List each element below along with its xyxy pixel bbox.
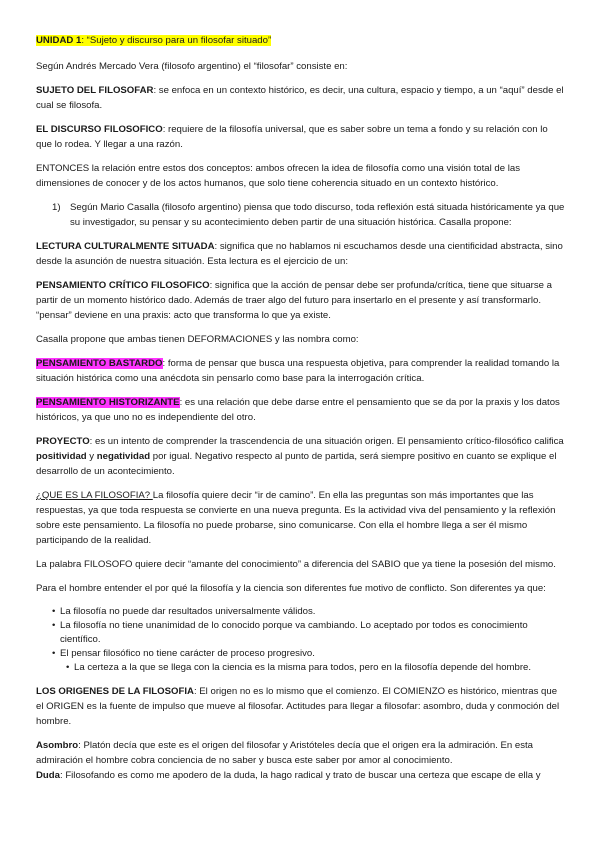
list-item-text: La filosofía no tiene unanimidad de lo conocido porque va cambiando. Lo aceptado por todos es conocimiento científico. xyxy=(60,620,528,645)
duda-term: Duda xyxy=(36,770,60,781)
sub-list-item-text: La certeza a la que se llega con la ciencia es la misma para todos, pero en la filosofía depende del hombre. xyxy=(74,662,532,673)
historizante-paragraph xyxy=(36,395,566,425)
para-hombre-paragraph: Para el hombre entender el por qué la filosofía y la ciencia son diferentes fue motivo de conflicto. Son diferentes ya que: xyxy=(36,583,546,594)
que-es-filosofia-text: La filosofía quiere decir “ir de camino”. En ella las preguntas son más importantes que las respuestas, ya que toda respuesta se convierte en una nueva pregunta. Es la actividad viva del pensamiento y la reflexión sobre este pensamiento. La filosofía no puede probarse, sino comunicarse. Con ella el hombre llega a ser él mismo participando de la realidad. xyxy=(36,490,556,546)
sujeto-text: : se enfoca en un contexto histórico, es decir, una cultura, espacio y tiempo, a un “aquí” desde el cual se filosofa. xyxy=(36,85,564,111)
sub-list-item xyxy=(66,661,566,675)
duda-paragraph xyxy=(36,768,566,783)
bullet-icon: • xyxy=(52,620,56,631)
lectura-text: : significa que no hablamos ni escuchamos desde una cientificidad abstracta, sino desde la asunción de nuestra situación. Esta lectura es el ejercicio de un: xyxy=(36,241,563,267)
negatividad-term: negatividad xyxy=(96,451,151,462)
sujeto-term: SUJETO DEL FILOSOFAR xyxy=(36,85,154,96)
pensamiento-critico-paragraph xyxy=(36,278,566,323)
entonces-paragraph: ENTONCES la relación entre estos dos conceptos: ambos ofrecen la idea de filosofía como una visión total de las dimensiones de conocer y de los actos humanos, que solo tiene coherencia situado en un contexto histórico. xyxy=(36,163,521,189)
list-item xyxy=(52,605,566,619)
duda-text: : Filosofando es como me apodero de la duda, la hago radical y trato de buscar una certeza que escape de ella y xyxy=(59,770,541,781)
list-item xyxy=(52,619,566,647)
unit-subtitle: : “Sujeto y discurso para un filosofar situado” xyxy=(81,35,272,46)
origenes-paragraph xyxy=(36,684,566,729)
discurso-term: EL DISCURSO FILOSOFICO xyxy=(36,124,163,135)
asombro-term: Asombro xyxy=(36,740,79,751)
list-item-text: El pensar filosófico no tiene carácter de proceso progresivo. xyxy=(60,648,315,659)
historizante-text: : es una relación que debe darse entre el pensamiento que se da por la praxis y los datos históricos, ya que uno no es independiente del otro. xyxy=(36,397,560,423)
lectura-term: LECTURA CULTURALMENTE SITUADA xyxy=(36,241,215,252)
asombro-text: : Platón decía que este es el origen del filosofar y Aristóteles decía que el origen era la admiración. En esta admiración el hombre cobra conciencia de no saber y busca este saber por amor al conocimiento. xyxy=(36,740,534,766)
bastardo-text: : forma de pensar que busca una respuesta objetiva, para comprender la realidad tomando la situación histórica como una anécdota sin pensarlo como base para la interrogación crítica. xyxy=(36,358,560,384)
bullet-icon: • xyxy=(66,662,70,673)
deformaciones-paragraph: Casalla propone que ambas tienen DEFORMACIONES y las nombra como: xyxy=(36,334,359,345)
unit-title xyxy=(36,33,566,48)
discurso-paragraph xyxy=(36,122,566,152)
document-page xyxy=(36,33,566,792)
discurso-text: : requiere de la filosofía universal, que es saber sobre un tema a fondo y su relación con lo que lo rodea. Y llegar a una razón. xyxy=(36,124,548,150)
proyecto-term: PROYECTO xyxy=(36,436,90,447)
que-es-filosofia-paragraph xyxy=(36,488,566,548)
positividad-term: positividad xyxy=(36,451,87,462)
list-item-text: La filosofía no puede dar resultados universalmente válidos. xyxy=(60,606,316,617)
proyecto-text-3: por igual. Negativo respecto al punto de partida, será siempre positivo en cuanto se explique el desarrollo de un acontecimiento. xyxy=(36,451,557,477)
lectura-paragraph xyxy=(36,239,566,269)
proyecto-paragraph xyxy=(36,434,566,479)
sujeto-paragraph xyxy=(36,83,566,113)
list-number: 1) xyxy=(52,202,61,213)
unit-label: UNIDAD 1 xyxy=(36,35,82,46)
intro-paragraph: Según Andrés Mercado Vera (filosofo argentino) el “filosofar” consiste en: xyxy=(36,61,348,72)
pensamiento-critico-text: : significa que la acción de pensar debe ser profunda/crítica, tiene que situarse a partir de un momento histórico dado. Además de traer algo del futuro para insertarlo en el presente y así transformarlo. “pensar” deviene en una praxis: acto que transforma lo que ya existe. xyxy=(36,280,552,321)
origenes-term: LOS ORIGENES DE LA FILOSOFIA xyxy=(36,686,194,697)
asombro-paragraph xyxy=(36,738,566,768)
bastardo-paragraph xyxy=(36,356,566,386)
bullet-icon: • xyxy=(52,648,56,659)
bullet-icon: • xyxy=(52,606,56,617)
proyecto-text-2: y xyxy=(86,451,97,462)
proyecto-text-1: : es un intento de comprender la trascendencia de una situación origen. El pensamiento crítico-filosófico califica xyxy=(89,436,564,447)
numbered-text: Según Mario Casalla (filosofo argentino) piensa que todo discurso, toda reflexión está situada históricamente ya que su investigador, su pensar y su acontecimiento deben partir de una situación histórica. Casalla propone: xyxy=(70,202,565,228)
bastardo-term: PENSAMIENTO BASTARDO xyxy=(36,358,163,369)
origenes-text: : El origen no es lo mismo que el comienzo. El COMIENZO es histórico, mientras que el ORIGEN es la fuente de impulso que mueve al filosofar. Actitudes para llegar a filosofar: asombro, duda y conmoción del hombre. xyxy=(36,686,560,727)
list-item xyxy=(52,647,566,661)
historizante-term: PENSAMIENTO HISTORIZANTE xyxy=(36,397,180,408)
pensamiento-critico-term: PENSAMIENTO CRÍTICO FILOSOFICO xyxy=(36,280,210,291)
que-es-filosofia-heading: ¿QUE ES LA FILOSOFIA? xyxy=(36,490,153,501)
differences-list xyxy=(36,605,566,675)
numbered-item-casalla xyxy=(52,200,566,230)
palabra-filosofo-paragraph: La palabra FILOSOFO quiere decir “amante del conocimiento” a diferencia del SABIO que ya tiene la posesión del mismo. xyxy=(36,559,556,570)
